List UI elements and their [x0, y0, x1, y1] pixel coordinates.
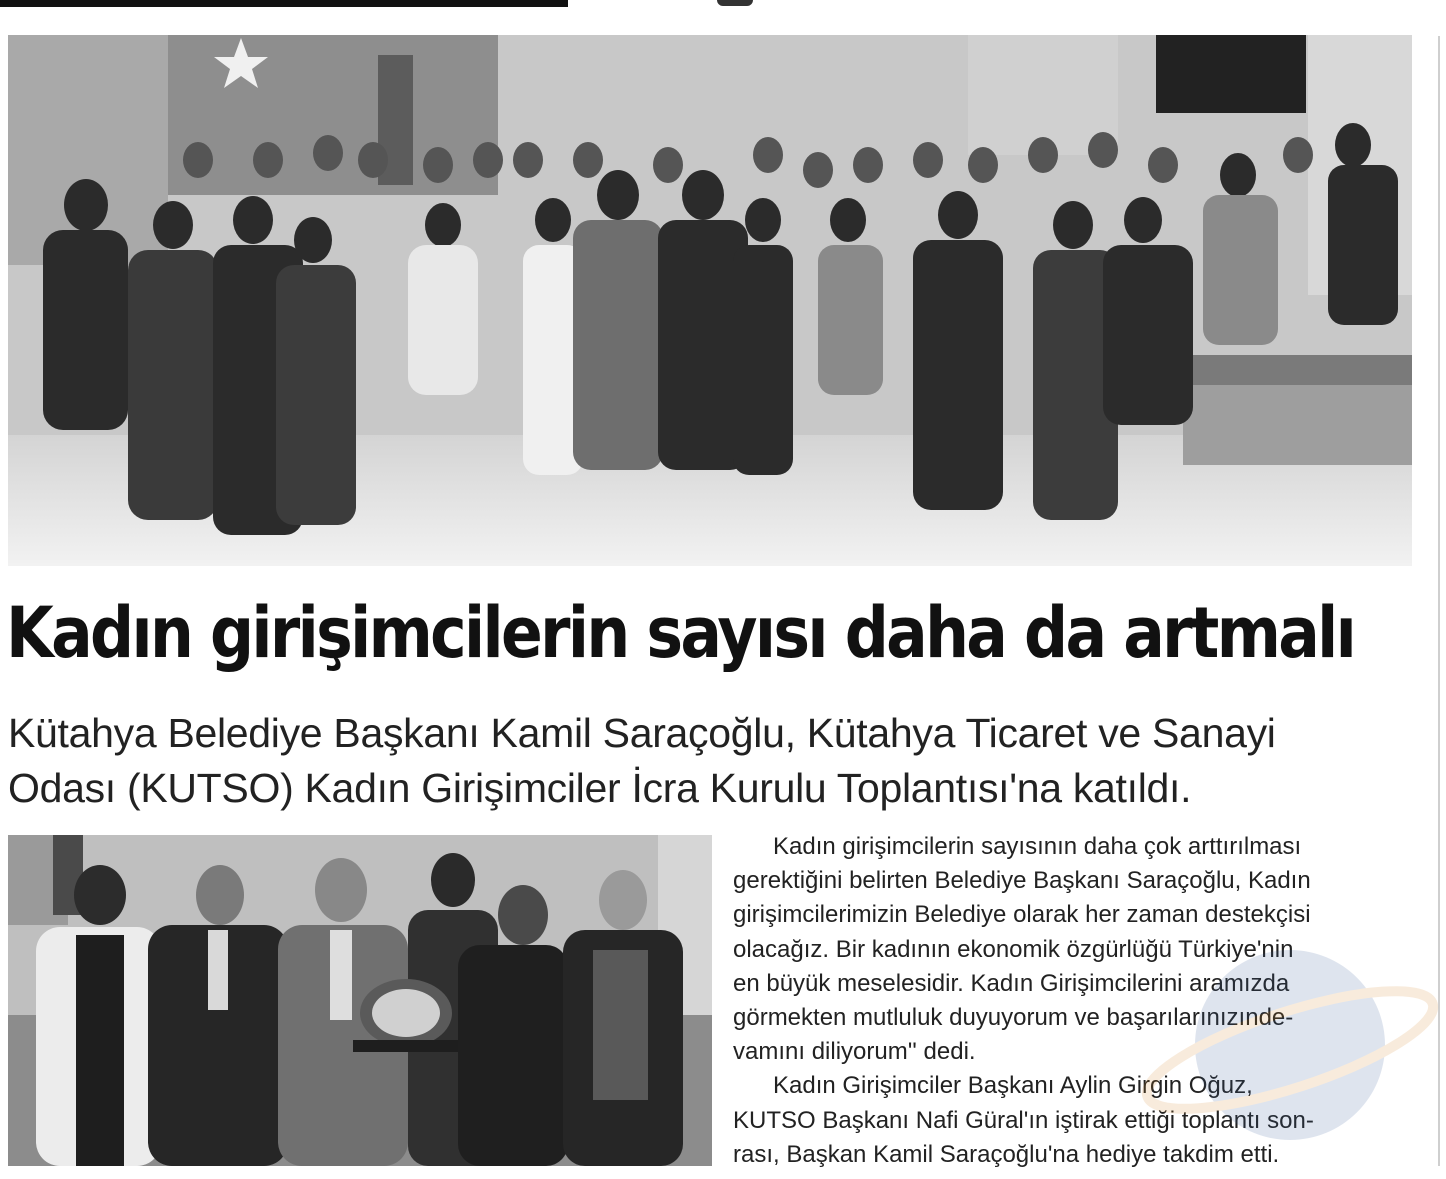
- body-line: Kadın Girişimciler Başkanı Aylin Girgin Oğuz,: [773, 1072, 1253, 1100]
- body-line: olacağız. Bir kadının ekonomik özgürlüğü Türkiye'nin: [733, 935, 1294, 963]
- planet-watermark-icon: [1140, 930, 1446, 1179]
- body-line: en büyük meselesidir. Kadın Girişimcilerini aramızda: [733, 969, 1290, 997]
- top-decoration: [717, 0, 753, 6]
- body-line: rası, Başkan Kamil Saraçoğlu'na hediye takdim etti.: [733, 1140, 1280, 1168]
- subhead-line: Kütahya Belediye Başkanı Kamil Saraçoğlu, Kütahya Ticaret ve Sanayi: [8, 710, 1276, 756]
- subhead-line: Odası (KUTSO) Kadın Girişimciler İcra Kurulu Toplantısı'na katıldı.: [8, 765, 1192, 811]
- article-headline: Kadın girişimcilerin sayısı daha da artmalı: [6, 592, 1355, 674]
- article-subheadline: [8, 706, 1438, 816]
- body-line: KUTSO Başkanı Nafi Güral'ın iştirak ettiği toplantı son-: [733, 1106, 1314, 1134]
- page-top-rule: [0, 0, 568, 7]
- body-line: gerektiğini belirten Belediye Başkanı Saraçoğlu, Kadın: [733, 867, 1311, 895]
- body-line: Kadın girişimcilerin sayısının daha çok arttırılması: [773, 833, 1302, 860]
- plaque-presentation-photo: [8, 835, 712, 1166]
- body-line: girişimcilerimizin Belediye olarak her zaman destekçisi: [733, 901, 1311, 929]
- group-photo: [8, 35, 1412, 566]
- body-line: görmekten mutluluk duyuyorum ve başarılarınızınde-: [733, 1004, 1294, 1032]
- body-line: vamını diliyorum'' dedi.: [733, 1038, 976, 1066]
